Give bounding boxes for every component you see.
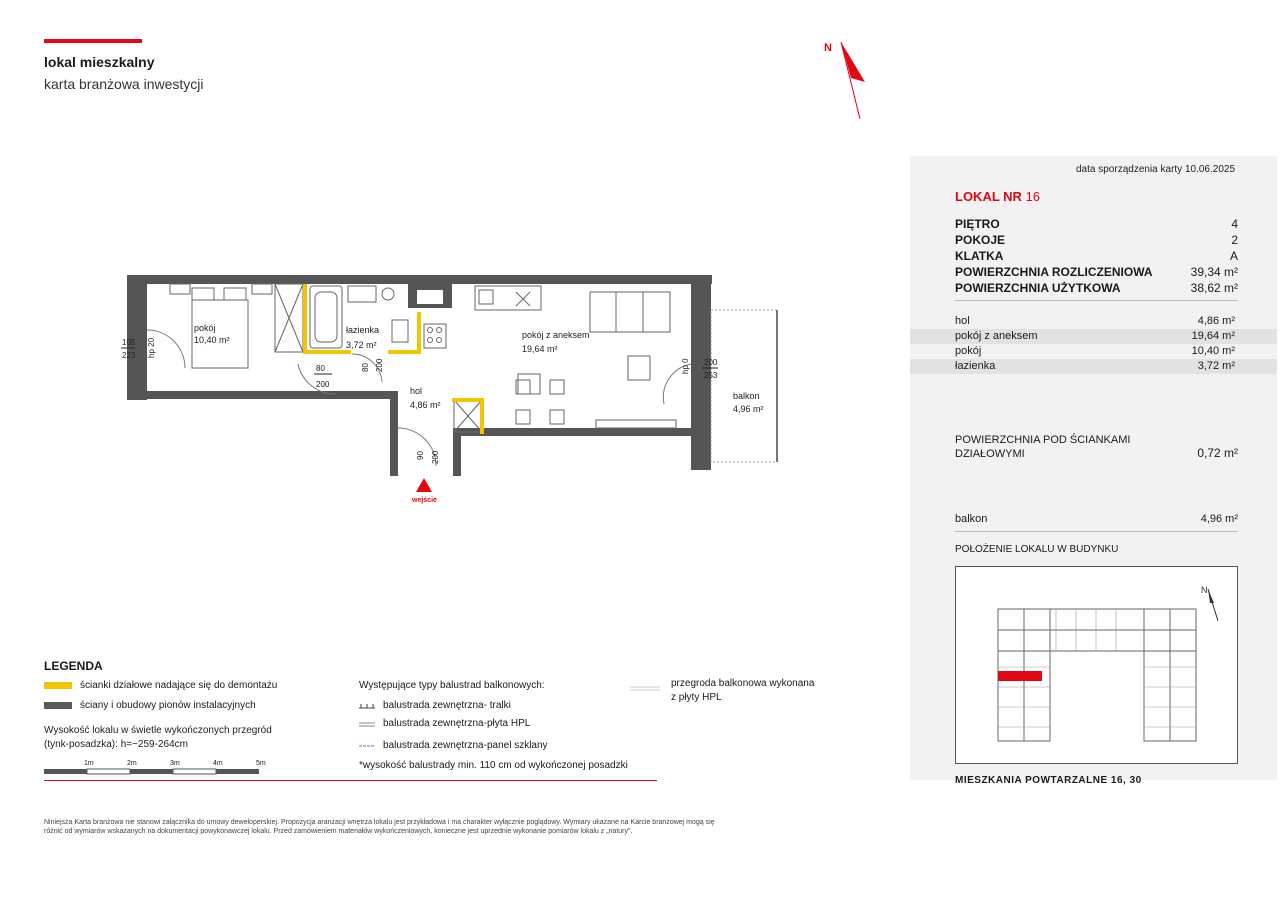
room-area: 19,64 m² [522, 344, 558, 354]
summary-key: POKOJE [955, 233, 1006, 247]
room-row [910, 359, 1277, 374]
summary-list [955, 216, 1238, 296]
map-compass-label: N [1201, 585, 1208, 595]
location-heading: POŁOŻENIE LOKALU W BUDYNKU [955, 544, 1119, 555]
page-subtitle: karta branżowa inwestycji [44, 76, 204, 92]
entrance-arrow-icon [416, 478, 432, 492]
legend-item [44, 700, 256, 711]
balcony-row [955, 513, 1238, 525]
scale-label: 2m [127, 760, 137, 767]
page-title: lokal mieszkalny [44, 54, 155, 70]
disclaimer [44, 818, 874, 836]
room-row [910, 329, 1277, 344]
dim-label: 200 [431, 450, 440, 464]
balcony [711, 310, 777, 462]
legend-title: LEGENDA [44, 659, 103, 673]
summary-key: POWIERZCHNIA UŻYTKOWA [955, 281, 1121, 295]
dim-label: 80 [316, 364, 325, 373]
room-area: 4,96 m² [733, 404, 764, 414]
room-row [910, 344, 1277, 359]
room-name: pokój z aneksem [955, 330, 1038, 342]
summary-row [955, 264, 1238, 280]
dim-label: hp 20 [147, 337, 156, 358]
dim-label: 253 [704, 371, 718, 380]
dim-label: 80 [361, 363, 370, 372]
dim-label: 105 [122, 338, 136, 347]
legend-swatch-yellow [44, 682, 72, 689]
room-name: hol [955, 315, 970, 327]
balustrade-note: *wysokość balustrady min. 110 cm od wykończonej posadzki [359, 760, 628, 771]
scale-label: 5m [256, 760, 266, 767]
room-area: 3,72 m² [1197, 360, 1235, 372]
divider [955, 300, 1238, 301]
info-panel [910, 156, 1277, 786]
height-note-line2: (tynk-posadzka): h=~259-264cm [44, 739, 188, 750]
balustrade-item [359, 718, 530, 729]
room-list [910, 314, 1277, 374]
balustrade-hpl-icon [359, 720, 375, 728]
summary-key: KLATKA [955, 249, 1004, 263]
balustrade-title: Występujące typy balustrad balkonowych: [359, 680, 545, 691]
dim-label: 223 [122, 351, 136, 360]
partition-area-value: 0,72 m² [1197, 446, 1238, 460]
balcony-label: balkon [955, 513, 988, 525]
legend-swatch-gray [44, 702, 72, 709]
room-label: hol [410, 386, 423, 396]
summary-row [955, 248, 1238, 264]
partition-area-line2: DZIAŁOWYMI [955, 448, 1025, 460]
room-row [910, 314, 1277, 329]
repeated-units-note: MIESZKANIA POWTARZALNE 16, 30 [955, 775, 1142, 786]
summary-row [955, 280, 1238, 296]
room-area: 10,40 m² [1191, 345, 1235, 357]
building-location-map [955, 566, 1238, 764]
summary-key: POWIERZCHNIA ROZLICZENIOWA [955, 265, 1153, 279]
legend-label: ścianki działowe nadające się do demontażu [80, 680, 278, 691]
dim-label: 200 [316, 380, 330, 389]
room-label: balkon [733, 391, 760, 401]
balustrade-item [359, 700, 511, 711]
przegroda-icon [630, 686, 660, 692]
room-name: łazienka [955, 360, 996, 372]
balustrade-label: balustrada zewnętrzna-panel szklany [383, 740, 548, 751]
room-area: 4,86 m² [410, 400, 441, 410]
lokal-number-value: 16 [1025, 189, 1041, 204]
disclaimer-line2: różnić od wymiarów wskazanych na dokumentacji powykonawczej lokalu. Przed zamówieniem materiałów wykończeniowych, konieczne jest uprzednie wykonanie pomiarów lokalu z „natury”. [44, 828, 633, 835]
summary-value: 4 [1231, 217, 1238, 231]
dim-label: 90 [416, 451, 425, 460]
walls [127, 275, 712, 476]
summary-value: 39,34 m² [1190, 265, 1238, 279]
dim-label: 200 [704, 358, 718, 367]
entrance-label: wejście [412, 497, 437, 504]
room-name: pokój [955, 345, 982, 357]
north-compass-icon [815, 34, 870, 124]
balcony-value: 4,96 m² [1200, 513, 1238, 525]
summary-row [955, 216, 1238, 232]
partition-area [955, 433, 1238, 461]
balustrade-tralki-icon [359, 702, 375, 710]
height-note [44, 724, 272, 752]
dim-label: hp 0 [681, 358, 690, 374]
summary-key: PIĘTRO [955, 217, 1000, 231]
scale-label: 3m [170, 760, 180, 767]
dim-label: 200 [375, 358, 384, 372]
unit-highlight [998, 671, 1042, 681]
room-label: pokój z aneksem [522, 330, 590, 340]
summary-value: 2 [1231, 233, 1238, 247]
room-label: pokój [194, 323, 216, 333]
building-plan-drawing [956, 567, 1237, 763]
disclaimer-line1: Niniejsza Karta branżowa nie stanowi załącznika do umowy deweloperskiej. Propozycja aranżacji wnętrza lokalu jest przykładowa i ma charakter wyłącznie poglądowy. Wymiary ukazane na Karcie branżowej mogą się [44, 819, 715, 826]
lokal-label: LOKAL NR [955, 189, 1022, 204]
room-area: 10,40 m² [194, 335, 230, 345]
balustrade-glass-icon [359, 742, 375, 750]
scale-ruler [44, 769, 269, 775]
przegroda-note [671, 677, 814, 705]
legend-divider [44, 780, 657, 781]
summary-value: A [1229, 249, 1238, 263]
lokal-number [955, 189, 1040, 204]
compass-label: N [824, 42, 832, 54]
room-area: 4,86 m² [1197, 315, 1235, 327]
scale-label: 4m [213, 760, 223, 767]
przegroda-line1: przegroda balkonowa wykonana [671, 678, 815, 689]
legend-label: ściany i obudowy pionów instalacyjnych [80, 700, 256, 711]
przegroda-line2: z płyty HPL [671, 692, 722, 703]
card-date: data sporządzenia karty 10.06.2025 [1076, 164, 1235, 175]
summary-row [955, 232, 1238, 248]
room-area: 19,64 m² [1191, 330, 1235, 342]
legend-item [44, 680, 277, 691]
header-accent-bar [44, 39, 142, 43]
balustrade-label: balustrada zewnętrzna-płyta HPL [383, 718, 531, 729]
floor-plan [120, 270, 790, 510]
balustrade-label: balustrada zewnętrzna- tralki [383, 700, 511, 711]
summary-value: 38,62 m² [1190, 281, 1238, 295]
room-area: 3,72 m² [346, 340, 377, 350]
room-label: łazienka [346, 325, 380, 335]
height-note-line1: Wysokość lokalu w świetle wykończonych przegród [44, 725, 272, 736]
balustrade-item [359, 740, 548, 751]
scale-label: 1m [84, 760, 94, 767]
divider [955, 531, 1238, 532]
partition-area-line1: POWIERZCHNIA POD ŚCIANKAMI [955, 434, 1131, 446]
